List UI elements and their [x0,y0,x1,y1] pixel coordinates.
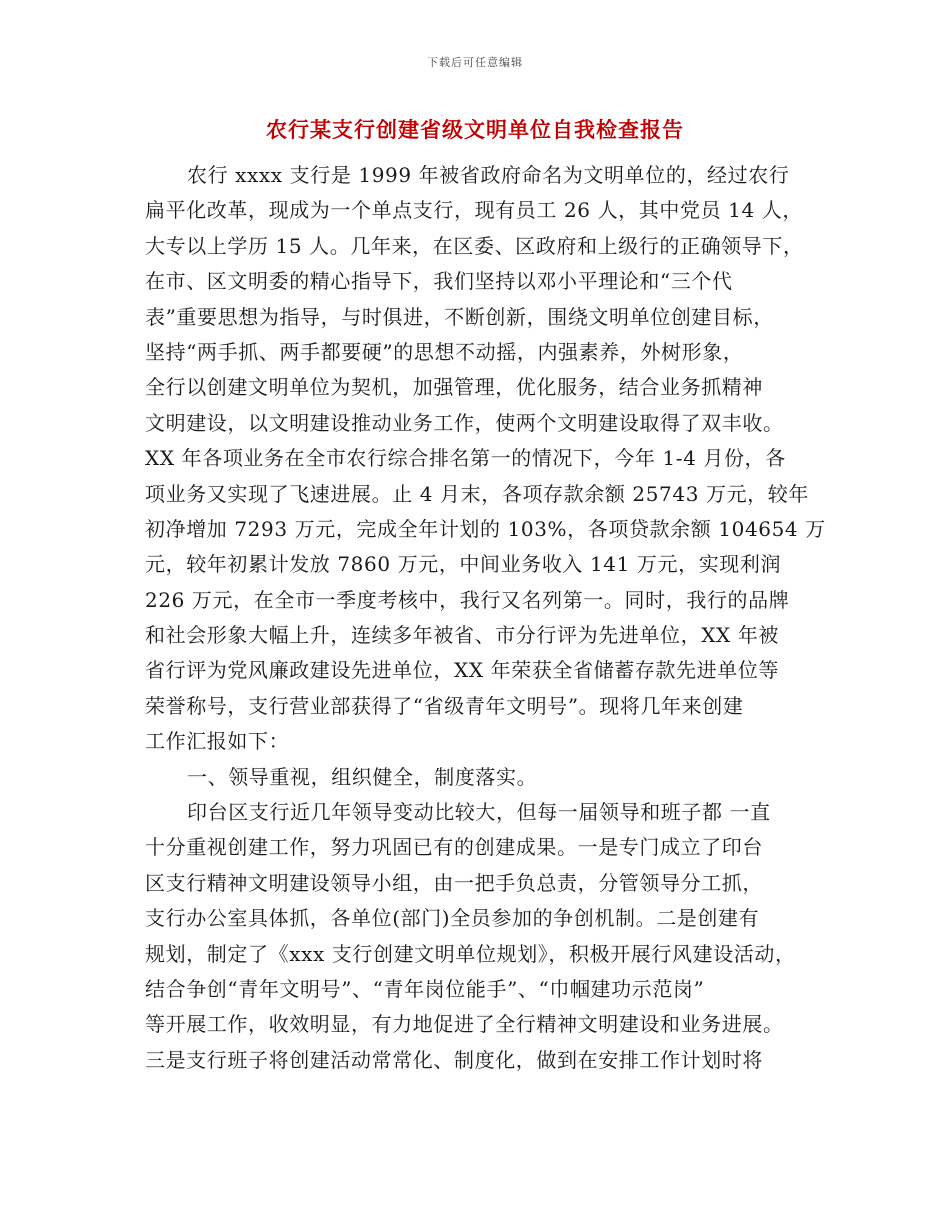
body-line: 十分重视创建工作，努力巩固已有的创建成果。一是专门成立了印台 [145,835,763,860]
body-line: 支行办公室具体抓，各单位(部门)全员参加的争创机制。二是创建有 [145,906,760,931]
body-line: 等开展工作，收效明显，有力地促进了全行精神文明建设和业务进展。 [145,1012,784,1037]
body-line: 文明建设，以文明建设推动业务工作，使两个文明建设取得了双丰收。 [145,410,784,435]
body-line: 扁平化改革，现成为一个单点支行，现有员工 26 人，其中党员 14 人， [145,198,803,223]
body-line: 三是支行班子将创建活动常常化、制度化，做到在安排工作计划时将 [145,1047,763,1072]
body-line: 226 万元，在全市一季度考核中，我行又名列第一。同时，我行的品牌 [145,587,790,612]
body-line: 项业务又实现了飞速进展。止 4 月末，各项存款余额 25743 万元，较年 [145,481,809,506]
body-line: 在市、区文明委的精心指导下，我们坚持以邓小平理论和“三个代 [145,269,733,294]
body-line: 一、领导重视，组织健全，制度落实。 [187,764,538,789]
body-line: 规划，制定了《xxx 支行创建文明单位规划》，积极开展行风建设活动， [145,941,796,966]
body-line: 省行评为党风廉政建设先进单位，XX 年荣获全省储蓄存款先进单位等 [145,658,780,683]
body-line: 荣誉称号，支行营业部获得了“省级青年文明号”。现将几年来创建 [145,693,744,718]
document-body [145,158,845,1078]
body-line: 表”重要思想为指导，与时俱进，不断创新，围绕文明单位创建目标， [145,304,774,329]
body-line: 和社会形象大幅上升，连续多年被省、市分行评为先进单位，XX 年被 [145,623,780,648]
body-line: 大专以上学历 15 人。几年来，在区委、区政府和上级行的正确领导下， [145,233,804,258]
document-title: 农行某支行创建省级文明单位自我检查报告 [266,117,684,142]
body-line: 工作汇报如下： [145,729,290,754]
body-line: 印台区支行近几年领导变动比较大，但每一届领导和班子都 一直 [187,800,771,825]
body-line: 农行 xxxx 支行是 1999 年被省政府命名为文明单位的，经过农行 [187,163,790,187]
body-line: 全行以创建文明单位为契机，加强管理，优化服务，结合业务抓精神 [145,375,763,400]
body-line: 坚持“两手抓、两手都要硬”的思想不动摇，内强素养，外树形象， [145,339,744,364]
body-line: XX 年各项业务在全市农行综合排名第一的情况下，今年 1-4 月份，各 [145,446,786,471]
body-line: 区支行精神文明建设领导小组，由一把手负总责，分管领导分工抓， [145,870,763,895]
header-note: 下载后可任意编辑 [427,56,523,69]
body-line: 结合争创“青年文明号”、“青年岗位能手”、“巾帼建功示范岗” [145,976,705,1001]
body-line: 元，较年初累计发放 7860 万元，中间业务收入 141 万元，实现利润 [145,552,782,577]
body-line: 初净增加 7293 万元，完成全年计划的 103%，各项贷款余额 104654 万 [145,516,826,541]
